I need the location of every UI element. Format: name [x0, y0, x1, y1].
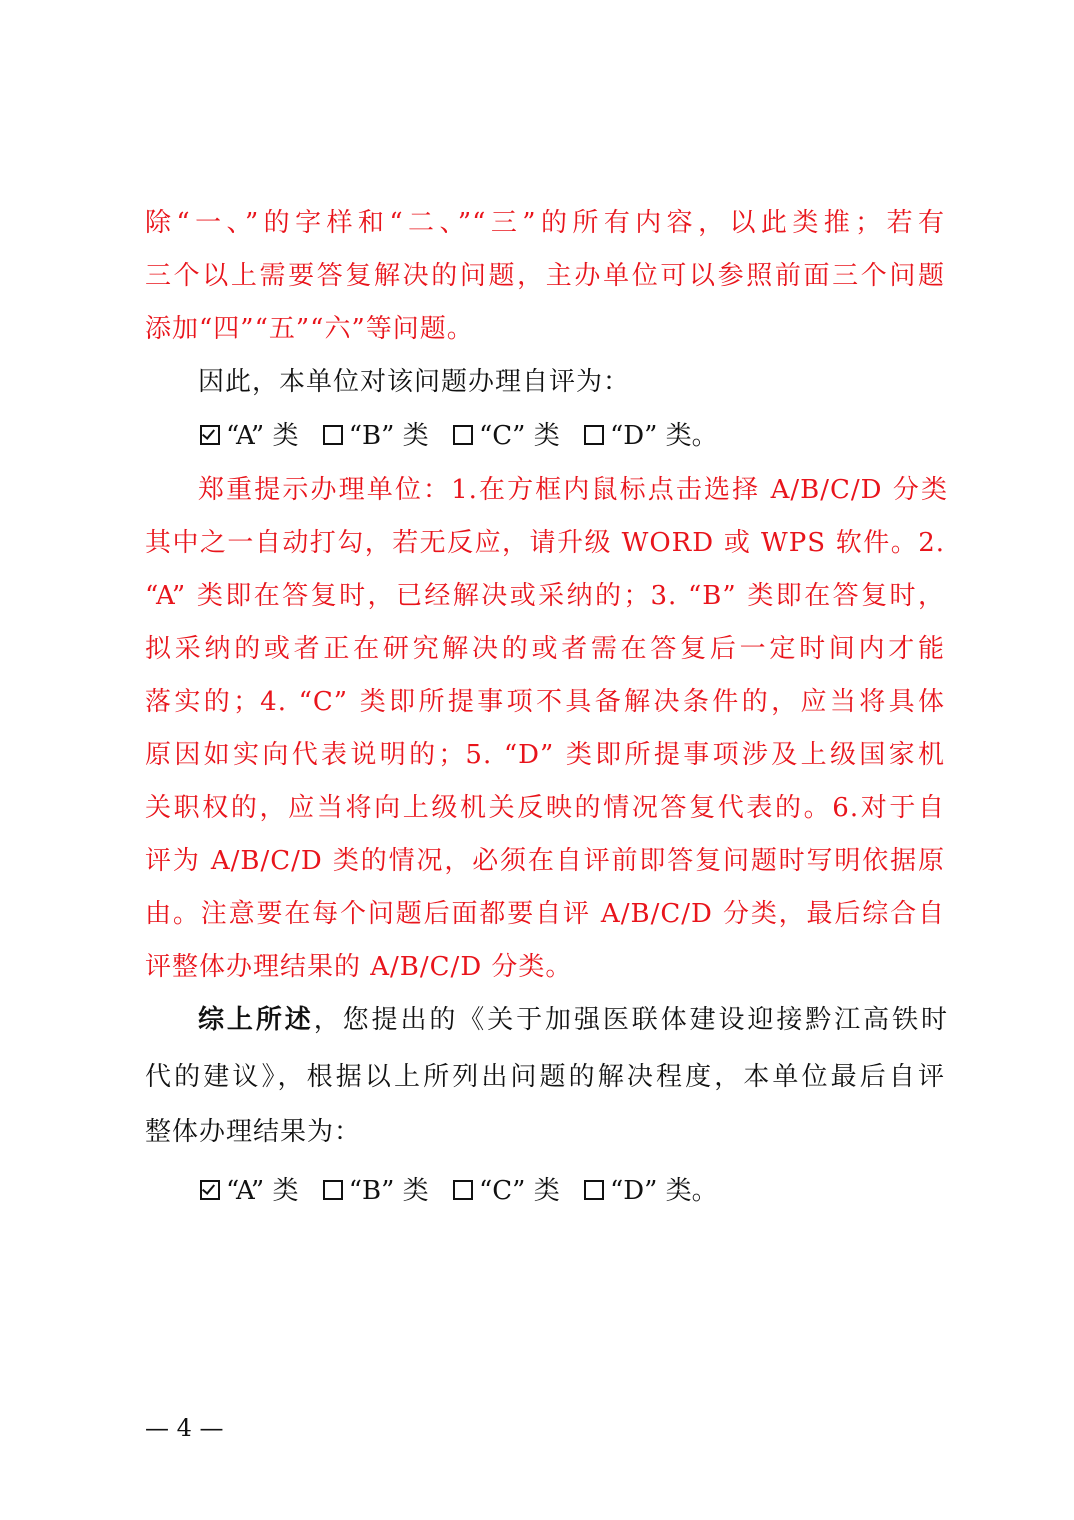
self-eval-intro: 因此，本单位对该问题办理自评为：: [198, 367, 631, 397]
option-c-label: “C” 类: [478, 421, 560, 451]
checked-box-icon[interactable]: [200, 1180, 220, 1200]
summary-line-2: 代的建议》，根据以上所列出问题的解决程度，本单位最后自评: [145, 1062, 945, 1092]
notice-line-2: 其中之一自动打勾，若无反应，请升级 WORD 或 WPS 软件。2.: [145, 528, 945, 558]
option-a-label: “A” 类: [226, 1176, 299, 1206]
checkbox-icon[interactable]: [323, 1180, 343, 1200]
notice-line-4: 拟采纳的或者正在研究解决的或者需在答复后一定时间内才能: [145, 634, 945, 664]
checkbox-icon[interactable]: [584, 425, 604, 445]
option-b-label: “B” 类: [348, 1176, 429, 1206]
checkbox-icon[interactable]: [323, 425, 343, 445]
page-number: — 4 —: [145, 1414, 224, 1442]
option-c[interactable]: [453, 419, 560, 453]
checkbox-icon[interactable]: [453, 1180, 473, 1200]
summary-line-3: 整体办理结果为：: [145, 1117, 362, 1147]
summary-line-1-rest: ，您提出的《关于加强医联体建设迎接黔江高铁时: [313, 1005, 948, 1035]
option-a-label: “A” 类: [226, 421, 299, 451]
option-c[interactable]: [453, 1174, 560, 1208]
notice-line-5: 落实的；4. “C” 类即所提事项不具备解决条件的，应当将具体: [145, 687, 945, 717]
notice-line-7: 关职权的，应当将向上级机关反映的情况答复代表的。6.对于自: [145, 793, 945, 823]
instruction-line-2: 三个以上需要答复解决的问题，主办单位可以参照前面三个问题: [145, 261, 945, 291]
notice-line-10: 评整体办理结果的 A/B/C/D 分类。: [145, 952, 573, 982]
notice-line-8: 评为 A/B/C/D 类的情况，必须在自评前即答复问题时写明依据原: [145, 846, 945, 876]
rating-options-overall: [200, 1174, 734, 1208]
option-d-label: “D” 类。: [609, 1176, 718, 1206]
option-d[interactable]: [584, 419, 718, 453]
option-a[interactable]: [200, 1174, 298, 1208]
notice-line-1: 郑重提示办理单位：1.在方框内鼠标点击选择 A/B/C/D 分类: [198, 475, 948, 505]
summary-lead: 综上所述: [198, 1005, 314, 1035]
instruction-line-3: 添加“四”“五”“六”等问题。: [145, 314, 474, 344]
rating-options-problem: [200, 419, 734, 453]
checkbox-icon[interactable]: [453, 425, 473, 445]
option-b[interactable]: [323, 1174, 429, 1208]
notice-line-3: “A” 类即在答复时，已经解决或采纳的；3. “B” 类即在答复时，: [145, 581, 945, 611]
option-c-label: “C” 类: [478, 1176, 560, 1206]
instruction-line-1: 除“一、”的字样和“二、”“三”的所有内容，以此类推；若有: [145, 208, 945, 238]
option-b[interactable]: [323, 419, 429, 453]
checked-box-icon[interactable]: [200, 425, 220, 445]
option-d-label: “D” 类。: [609, 421, 718, 451]
notice-line-6: 原因如实向代表说明的；5. “D” 类即所提事项涉及上级国家机: [145, 740, 945, 770]
option-b-label: “B” 类: [348, 421, 429, 451]
checkbox-icon[interactable]: [584, 1180, 604, 1200]
option-a[interactable]: [200, 419, 298, 453]
summary-line-1: [198, 1003, 948, 1037]
option-d[interactable]: [584, 1174, 718, 1208]
notice-line-9: 由。注意要在每个问题后面都要自评 A/B/C/D 分类，最后综合自: [145, 899, 945, 929]
